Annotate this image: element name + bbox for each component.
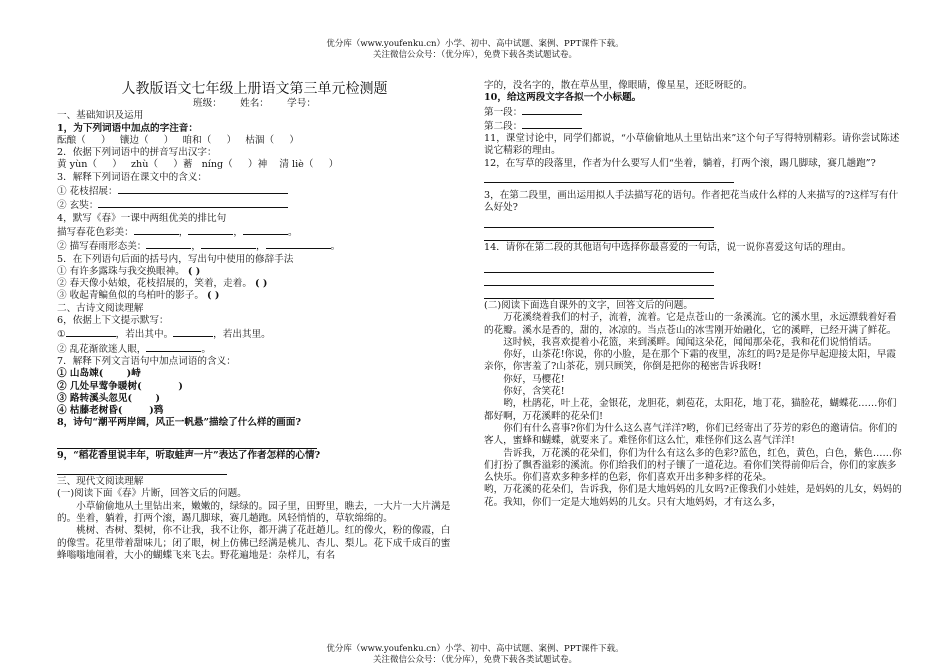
question-10a: 第一段： (484, 106, 523, 118)
reading-2-para-4: 你好，马樱花! (503, 373, 565, 385)
reading-1-para-2: 桃树、杏树、梨树，你不让我，我不让你，都开满了花赶趟儿。红的像火，粉的像霞，白的像雪。花里带着甜味儿；闭了眼，树上仿佛已经满是桃儿、杏儿、梨儿。花下成千成百的蜜蜂嗡嗡地闹着，大小的蝴蝶飞来飞去。野花遍地是：杂样儿，有名 (57, 525, 451, 561)
answer-blank[interactable] (134, 225, 179, 235)
question-3: 3．解释下列词语在课文中的含义： (57, 171, 208, 183)
section-2-title: 二、古诗文阅读理解 (57, 302, 144, 314)
reading-2-para-9: 哟，万花溪的花朵们，告诉我，你们是大地妈妈的儿女吗?正像我们小娃娃，是妈妈的儿女，妈妈的花。我知，你们一定是大地妈妈的儿女。只有大地妈妈，才有这么多， (484, 484, 902, 508)
question-12: 12，在写草的段落里，作者为什么要写人们“坐着，躺着，打两个滚，踢几脚球，赛几趟跑”? (484, 157, 876, 169)
answer-line[interactable] (484, 261, 714, 273)
reading-2-intro: (二)阅读下面选自课外的文字，回答文后的问题。 (484, 299, 693, 311)
question-2: 2．依据下列词语中的拼音写出汉字： (57, 147, 217, 159)
answer-blank[interactable] (201, 239, 256, 249)
question-5b: ② 春天像小姑娘，花枝招展的，笑着，走着。 (57, 278, 252, 290)
answer-line[interactable] (57, 437, 317, 449)
question-7b: ② 几处早莺争暖树( (57, 380, 142, 392)
answer-blank[interactable] (118, 184, 288, 194)
question-8: 8，诗句“潮平两岸阔，风正一帆悬”描绘了什么样的画面? (57, 417, 301, 429)
answer-line[interactable] (484, 274, 714, 286)
question-7d: ④ 枯藤老树昏( (57, 405, 123, 417)
question-1: 1，为下列词语中加点的字注音： (57, 122, 198, 134)
question-4a: 描写春花色彩美： (57, 226, 134, 238)
question-3b: ② 玄奘： (57, 200, 99, 212)
section-1-title: 一、基础知识及运用 (57, 110, 144, 122)
reading-2-para-5: 你好，含笑花! (503, 386, 565, 398)
reading-2-para-8: 告诉我，万花溪的花朵们，你们为什么有这么多的色彩?蓝色，红色，黄色，白色，紫色……你们打扮了飘香溢彩的溪流。你们给我们的村子镶了一道花边。看你们笑得前仰后合，你们的家族多么快乐。你们喜欢多种多样的色彩，你们喜欢开出多种多样的花朵。 (484, 447, 902, 484)
question-7c-end: ) (155, 392, 160, 404)
reading-2-para-2: 这时候，我喜欢提着小花篮，来到溪畔。闻闻这朵花，闻闻那朵花，我和花们说悄悄话。 (503, 336, 878, 348)
answer-line[interactable] (484, 229, 714, 241)
answer-blank[interactable] (66, 327, 116, 337)
question-10: 10，给这两段文字各拟一个小标题。 (484, 92, 642, 104)
answer-line[interactable] (484, 216, 714, 228)
question-7d-end: )鸦 (149, 405, 164, 417)
answer-blank[interactable] (188, 225, 233, 235)
question-7a: ① 山岛竦( (57, 368, 104, 380)
header-line-1: 优分库（www.youfenku.cn）小学、初中、高中试题、案例、PPT课件下载。 (326, 39, 624, 49)
reading-1-intro: (一)阅读下面《春》片断，回答文后的问题。 (57, 488, 247, 500)
answer-line[interactable] (57, 463, 227, 475)
question-1-items: 酝酿（ ） 镶边（ ） 咱和（ ） 枯涸（ ） (57, 134, 299, 146)
question-6a-text: ，若出其中。 (115, 329, 174, 341)
footer-line-2: 关注微信公众号：（优分库），免费下载各类试题试卷。 (372, 655, 577, 665)
answer-blank[interactable] (98, 198, 288, 208)
answer-blank[interactable] (146, 342, 201, 352)
question-3a: ① 花枝招展： (57, 186, 118, 198)
question-6a-text-2: ，若出其里。 (213, 329, 271, 341)
header-line-2: 关注微信公众号：（优分库），免费下载各类试题试卷。 (372, 50, 577, 60)
question-7: 7．解释下列文言语句中加点词语的含义： (57, 355, 236, 367)
question-7a-end: )峙 (126, 368, 141, 380)
right-column (484, 80, 904, 509)
question-5c: ③ 收起青鳊鱼似的乌柏叶的影子。 (57, 290, 204, 302)
question-4b: ② 描写春雨形态美： (57, 241, 147, 253)
answer-blank[interactable] (173, 327, 213, 337)
answer-blank[interactable] (243, 225, 288, 235)
reading-1-para-1: 小草偷偷地从土里钻出来，嫩嫩的，绿绿的。园子里，田野里，瞧去，一大片一大片满是的。坐着，躺着，打两个滚，踢几脚球，赛几趟跑。风轻悄悄的，草软绵绵的。 (57, 500, 451, 524)
reading-2-para-7: 你们有什么喜事?你们为什么这么喜气洋洋?哟，你们已经寄出了芬芳的彩色的邀请信。你们的客人，蜜蜂和蝴蝶，就要来了。难怪你们这么忙，难怪你们这么喜气洋洋! (484, 422, 898, 447)
reading-1-continued: 字的，没名字的，散在草丛里，像眼睛，像星星，还眨呀眨的。 (484, 80, 753, 91)
question-6a: ① (57, 329, 66, 341)
section-3-title: 三、现代文阅读理解 (57, 476, 144, 488)
reading-2-para-3: 你好，山茶花!你说，你的小脸，是在那个下霜的夜里，冻红的吗?是是你早起迎接太阳，早霞亲你，你害羞了?山茶花，别只顾笑，你倒是把你的秘密告诉我呀! (484, 349, 896, 373)
footer-line-1: 优分库（www.youfenku.cn）小学、初中、高中试题、案例、PPT课件下载。 (326, 644, 624, 654)
page-footer (0, 644, 950, 666)
answer-line[interactable] (484, 287, 714, 299)
question-7b-end: ) (178, 380, 183, 392)
question-7c: ③ 路转溪头忽见( (57, 392, 133, 404)
answer-blank[interactable] (266, 239, 331, 249)
question-2-items: 黄 yùn（ ） zhù（ ）蓄 níng（ ）神 清 liè（ ） (57, 159, 339, 171)
question-14: 14．请你在第二段的其他语句中选择你最喜爱的一句话，说一说你喜爱这句话的理由。 (484, 241, 852, 253)
left-column: 人教版语文七年级上册语文第三单元检测题 班级： 姓名： 学号： 一、基础知识及运用 1，为下列词语中加点的字注音： 酝酿（ ） 镶边（ ） 咱和（ ） 枯涸（ ） 2．依据下列词语中的拼音写出汉字： 黄 yùn（ ） zhù（ ）蓄 níng（ ）神 清 liè（ ） 3．解释下列词语在课文中的含义： ① 花枝招展： ② 玄奘： 4，默写《春》一课中两组优美的排比句 描写春花色彩美： ， ， 。 ② 描写春雨形态美： ， ， 。 5．在下列语句后面的括号内，写出句中使用的修辞手法 ① 有许多露珠与我交换眼神。 ( ) ② 春天像小姑娘，花枝招展的，笑着，走着。 ( ) ③ 收起青鳊鱼似的乌柏叶的影子。 ( ) 二、古诗文阅读理解 6，依据上下文提示默写： ① ，若出其中。 ，若出其里。 ② 乱花渐欲迷人眼， 。 7．解释下列文言语句中加点词语的含义： ① 山岛竦( )峙 ② 几处早莺争暖树( ) ③ 路转溪头忽见( ) ④ 枯藤老树昏( )鸦 8，诗句“潮平两岸阔，风正一帆悬”描绘了什么样的画面? 9，“稻花香里说丰年，听取蛙声一片”表达了作者怎样的心情? 三、现代文阅读理解 (一)阅读下面《春》片断，回答文后的问题。 小草偷偷地从土里钻出来，嫩嫩的，绿绿的。园子里，田野里，瞧去，一大片一大片满是的。坐着，躺着，打两个滚，踢几脚球，赛几趟跑。风轻悄悄的，草软绵绵的。 桃树、杏树、梨树，你不让我，我不让你，都开满了花赶趟儿。红的像火，粉的像霞，白的像雪。花里带着甜味儿；闭了眼，树上仿佛已经满是桃儿、杏儿、梨儿。花下成千成百的蜜蜂嗡嗡地闹着，大小的蝴蝶飞来飞去。野花遍地是：杂样儿，有名 (57, 81, 451, 561)
answer-blank[interactable] (522, 105, 582, 115)
question-5: 5．在下列语句后面的括号内，写出句中使用的修辞手法 (57, 253, 294, 265)
exam-title: 人教版语文七年级上册语文第三单元检测题 (121, 81, 388, 97)
answer-line[interactable] (484, 171, 734, 183)
answer-blank[interactable] (146, 239, 191, 249)
reading-2-para-1: 万花溪绕着我们的村子，流着，流着。它是点苍山的一条溪流。它的溪水里，永远漂载着好看的花瓣。溪水是香的，甜的，冰凉的。当点苍山的冰雪刚开始融化，它的溪畔，已经开满了鲜花。 (484, 312, 897, 336)
student-info: 班级： 姓名： 学号： (193, 98, 316, 109)
question-9: 9，“稻花香里说丰年，听取蛙声一片”表达了作者怎样的心情? (57, 449, 321, 461)
question-10b: 第二段： (484, 120, 523, 132)
page-header (0, 39, 950, 61)
question-5a: ① 有许多露珠与我交换眼神。 (57, 265, 185, 277)
question-6: 6，依据上下文提示默写： (57, 315, 169, 327)
reading-2-para-6: 哟，杜鹃花，叶上花，金银花，龙胆花，刺苞花，太阳花，地丁花，猫脸花，蝴蝶花……你们都好啊，万花溪畔的花朵们! (484, 398, 897, 422)
question-4: 4，默写《春》一课中两组优美的排比句 (57, 212, 227, 224)
question-11: 11，课堂讨论中，同学们都说，“小草偷偷地从土里钻出来”这个句子写得特别精彩。请你尝试陈述说它精彩的理由。 (484, 133, 900, 157)
question-6b: ② 乱花渐欲迷人眼， (57, 343, 147, 355)
answer-blank[interactable] (522, 119, 582, 129)
question-13: 3，在第二段里，画出运用拟人手法描写花的语句。作者把花当成什么样的人来描写的?这样写有什么好处? (484, 190, 899, 214)
